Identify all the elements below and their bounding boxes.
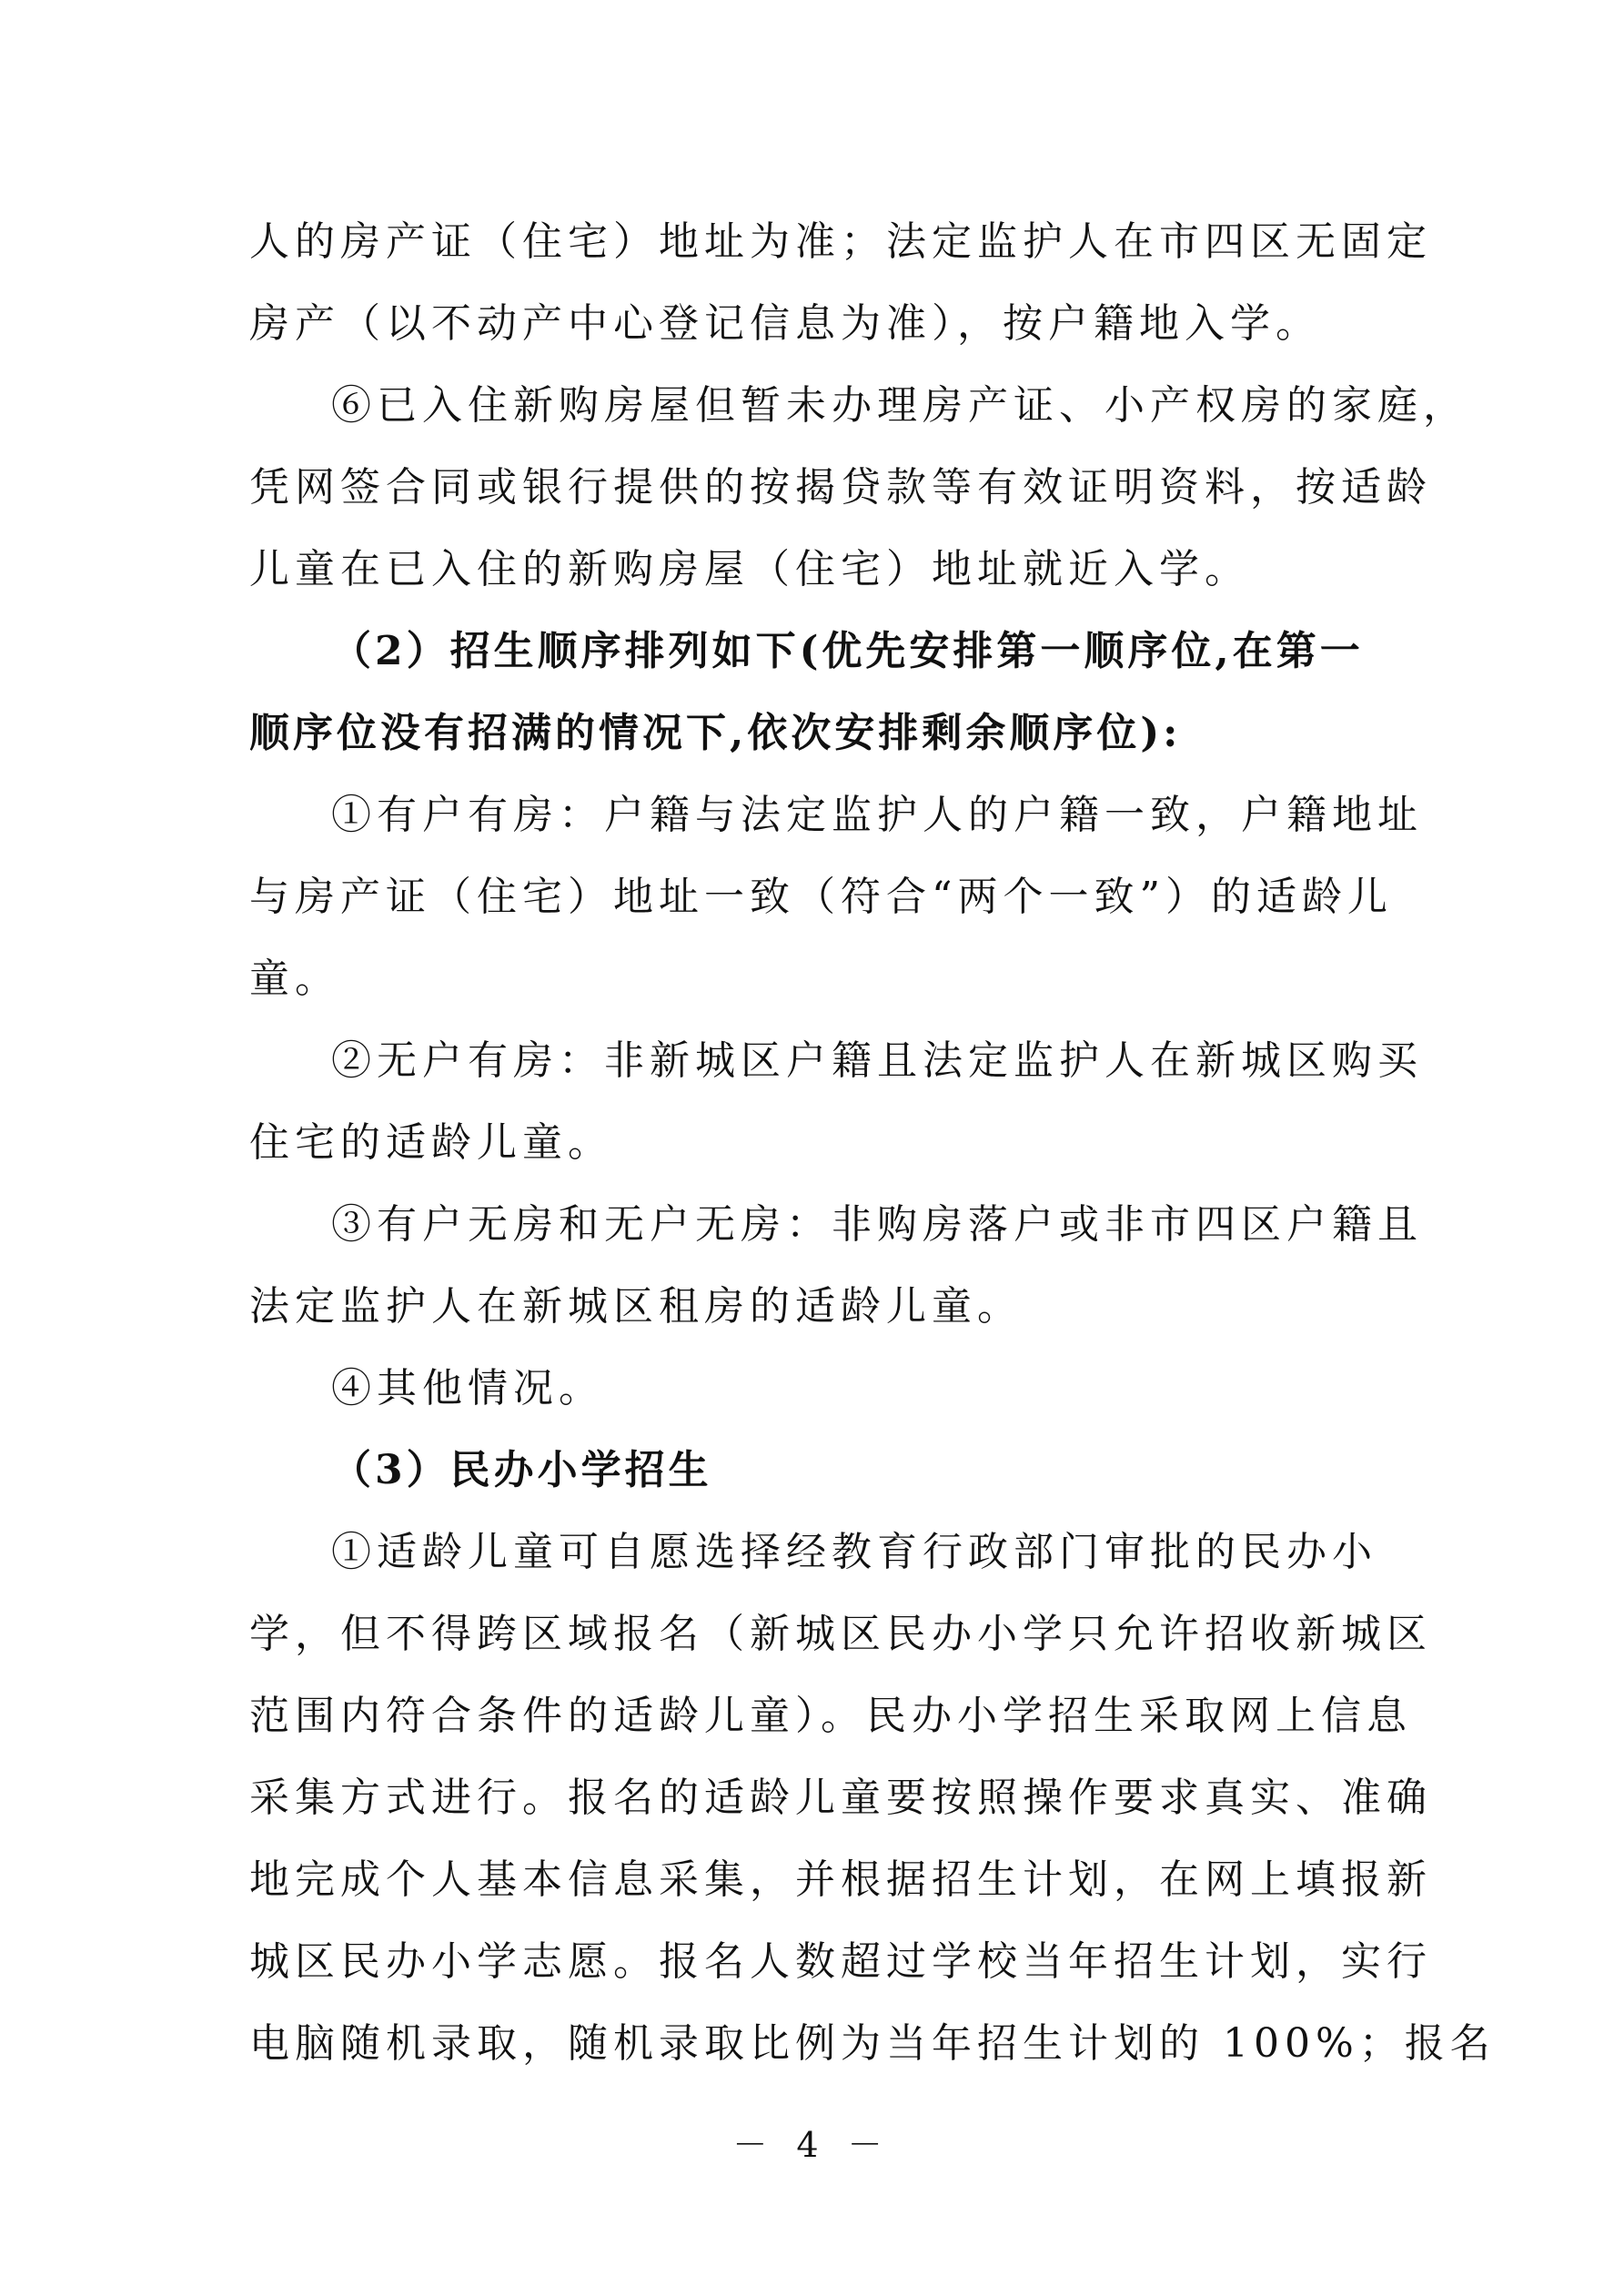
text-line: 童。 <box>249 956 340 1002</box>
text-line: 采集方式进行。报名的适龄儿童要按照操作要求真实、准确 <box>249 1775 1432 1821</box>
text-line: ④其他情况。 <box>331 1365 604 1411</box>
text-line: 城区民办小学志愿。报名人数超过学校当年招生计划，实行 <box>249 1938 1432 1985</box>
text-line: ②无户有房：非新城区户籍且法定监护人在新城区购买 <box>331 1037 1423 1084</box>
text-line: 学，但不得跨区域报名（新城区民办小学只允许招收新城区 <box>249 1611 1432 1657</box>
section-heading: （2）招生顺序排列如下(优先安排第一顺序位,在第一 <box>331 628 1364 674</box>
text-line: ①适龄儿童可自愿选择经教育行政部门审批的民办小 <box>331 1529 1377 1575</box>
text-line: 范围内符合条件的适龄儿童）。民办小学招生采取网上信息 <box>249 1693 1412 1739</box>
page-number: － 4 － <box>732 2125 892 2165</box>
text-line: ①有户有房：户籍与法定监护人的户籍一致，户籍地址 <box>331 792 1423 838</box>
section-heading: 顺序位没有招满的情况下,依次安排剩余顺序位): <box>249 710 1182 756</box>
text-line: 法定监护人在新城区租房的适龄儿童。 <box>249 1283 1023 1330</box>
text-line: ⑥已入住新购房屋但暂未办理房产证、小产权房的家庭， <box>331 382 1468 429</box>
text-line: ③有户无房和无户无房：非购房落户或非市四区户籍且 <box>331 1201 1423 1248</box>
text-line: 地完成个人基本信息采集，并根据招生计划，在网上填报新 <box>249 1856 1432 1903</box>
text-line: 凭网签合同或银行提供的按揭贷款等有效证明资料，按适龄 <box>249 464 1432 511</box>
text-line: 儿童在已入住的新购房屋（住宅）地址就近入学。 <box>249 546 1250 592</box>
text-line: 房产（以不动产中心登记信息为准），按户籍地入学。 <box>249 300 1321 347</box>
section-heading: （3）民办小学招生 <box>331 1447 712 1493</box>
text-line: 人的房产证（住宅）地址为准；法定监护人在市四区无固定 <box>249 218 1432 265</box>
text-line: 住宅的适龄儿童。 <box>249 1119 613 1166</box>
text-line: 电脑随机录取，随机录取比例为当年招生计划的 100%；报名 <box>249 2020 1496 2067</box>
text-line: 与房产证（住宅）地址一致（符合“两个一致”）的适龄儿 <box>249 874 1393 920</box>
